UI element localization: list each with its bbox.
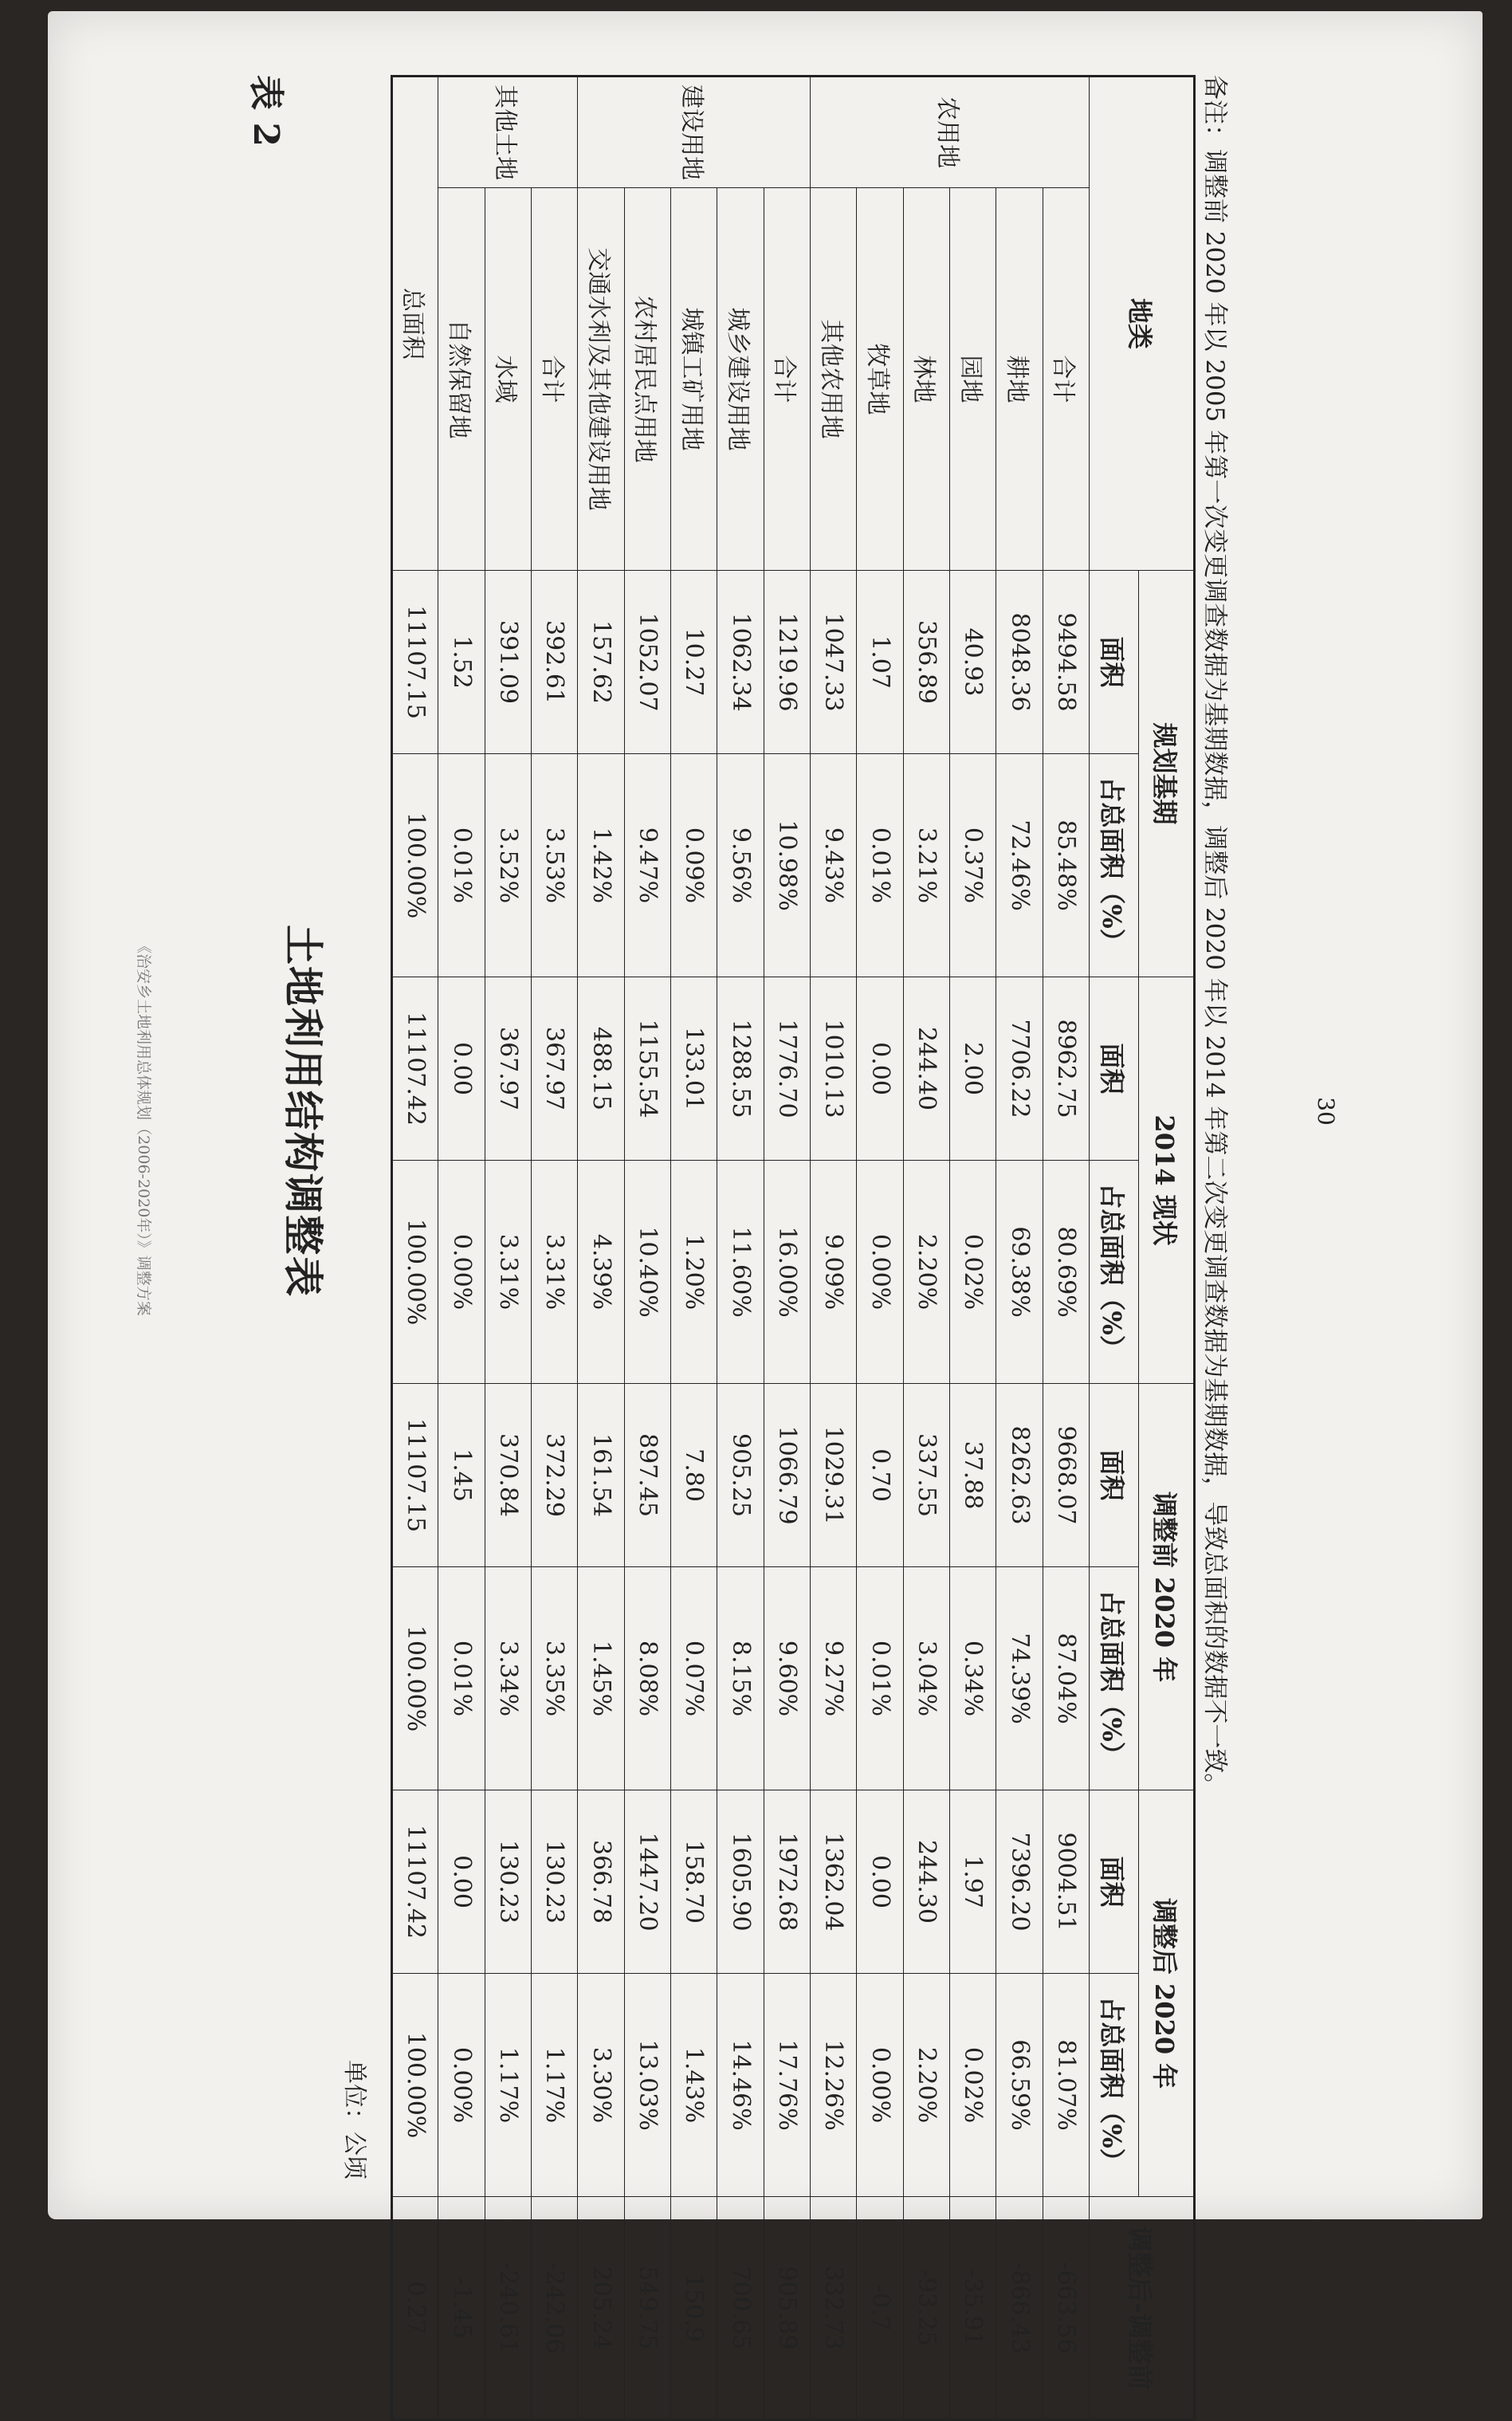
- table-cell: 0.70: [857, 1384, 903, 1567]
- table-cell: 0.02%: [950, 1974, 996, 2197]
- table-cell: 905.89: [764, 2197, 810, 2420]
- table-body: [392, 77, 1090, 2420]
- table-cell: 488.15: [578, 977, 624, 1161]
- table-cell: 1447.20: [624, 1790, 670, 1974]
- table-cell: 12.26%: [811, 1974, 857, 2197]
- table-row: [671, 77, 717, 2420]
- table-cell: 10.40%: [624, 1161, 670, 1384]
- row-label: 自然保留地: [438, 188, 485, 571]
- table-row: [717, 77, 764, 2420]
- table-cell: 9668.07: [1043, 1384, 1089, 1567]
- table-cell: 337.55: [903, 1384, 949, 1567]
- row-label: 合计: [1043, 188, 1089, 571]
- table-cell: 0.09%: [671, 754, 717, 977]
- table-cell: 85.48%: [1043, 754, 1089, 977]
- table-cell: 0.00: [438, 1790, 485, 1974]
- table-cell: 150.9: [671, 2197, 717, 2420]
- table-cell: 11.60%: [717, 1161, 764, 1384]
- table-cell: 161.54: [578, 1384, 624, 1567]
- table-cell: 2.20%: [903, 1161, 949, 1384]
- table-cell: 3.34%: [485, 1567, 531, 1790]
- table-row: [392, 77, 438, 2420]
- table-cell: 130.23: [485, 1790, 531, 1974]
- table-cell: 8262.63: [996, 1384, 1043, 1567]
- table-cell: 1.17%: [532, 1974, 578, 2197]
- table-cell: 700.65: [717, 2197, 764, 2420]
- header-share: 占总面积（%）: [1090, 1567, 1139, 1790]
- table-cell: 1.45: [438, 1384, 485, 1567]
- table-cell: 1219.96: [764, 571, 810, 754]
- table-cell: 37.88: [950, 1384, 996, 1567]
- table-cell: 0.00%: [857, 1974, 903, 2197]
- table-cell: 1.07: [857, 571, 903, 754]
- table-cell: 0.27: [392, 2197, 438, 2420]
- table-cell: 367.97: [532, 977, 578, 1161]
- table-cell: 9.56%: [717, 754, 764, 977]
- table-cell: 0.00%: [438, 1161, 485, 1384]
- table-cell: 74.39%: [996, 1567, 1043, 1790]
- table-cell: 367.97: [485, 977, 531, 1161]
- table-cell: 0.34%: [950, 1567, 996, 1790]
- table-cell: 133.01: [671, 977, 717, 1161]
- table-cell: 244.30: [903, 1790, 949, 1974]
- table-cell: 332.73: [811, 2197, 857, 2420]
- table-cell: 1047.33: [811, 571, 857, 754]
- running-header: 《治安乡土地利用总体规划（2006-2020年）》调整方案: [135, 938, 152, 1316]
- table-cell: 13.03%: [624, 1974, 670, 2197]
- header-area: 面积: [1090, 1790, 1139, 1974]
- table-row: [950, 77, 996, 2420]
- table-cell: 372.29: [532, 1384, 578, 1567]
- table-cell: -1.45: [438, 2197, 485, 2420]
- table-cell: 1.43%: [671, 1974, 717, 2197]
- table-cell: 9004.51: [1043, 1790, 1089, 1974]
- table-cell: 366.78: [578, 1790, 624, 1974]
- row-group-label: 农用地: [811, 77, 1090, 188]
- header-2020-before: 调整前 2020 年: [1139, 1384, 1195, 1790]
- table-cell: 0.02%: [950, 1161, 996, 1384]
- table-cell: 3.53%: [532, 754, 578, 977]
- table-row: [438, 77, 485, 2420]
- table-cell: -242.06: [532, 2197, 578, 2420]
- table-cell: 100.00%: [392, 1974, 438, 2197]
- table-cell: 1605.90: [717, 1790, 764, 1974]
- table-cell: 1029.31: [811, 1384, 857, 1567]
- table-cell: 1010.13: [811, 977, 857, 1161]
- table-cell: 1776.70: [764, 977, 810, 1161]
- table-label: 表 2: [245, 75, 286, 147]
- table-cell: 1.45%: [578, 1567, 624, 1790]
- table-cell: 80.69%: [1043, 1161, 1089, 1384]
- header-share: 占总面积（%）: [1090, 1161, 1139, 1384]
- table-cell: 7396.20: [996, 1790, 1043, 1974]
- table-cell: 3.30%: [578, 1974, 624, 2197]
- row-label: 总面积: [392, 77, 438, 571]
- table-cell: 3.31%: [485, 1161, 531, 1384]
- table-row: [485, 77, 531, 2420]
- table-cell: 0.00: [857, 1790, 903, 1974]
- table-cell: 10.27: [671, 571, 717, 754]
- table-cell: 9.27%: [811, 1567, 857, 1790]
- table-row: [1043, 77, 1089, 2420]
- header-2020-after: 调整后 2020 年: [1139, 1790, 1195, 2197]
- table-cell: 1.52: [438, 571, 485, 754]
- table-row: [903, 77, 949, 2420]
- table-cell: -0.7: [857, 2197, 903, 2420]
- table-cell: 1972.68: [764, 1790, 810, 1974]
- table-cell: 549.75: [624, 2197, 670, 2420]
- table-cell: 157.62: [578, 571, 624, 754]
- table-cell: 370.84: [485, 1384, 531, 1567]
- table-cell: 1052.07: [624, 571, 670, 754]
- table-row: [764, 77, 810, 2420]
- header-share: 占总面积（%）: [1090, 1974, 1139, 2197]
- table-cell: 1155.54: [624, 977, 670, 1161]
- table-cell: 87.04%: [1043, 1567, 1089, 1790]
- table-cell: 392.61: [532, 571, 578, 754]
- header-2014-status: 2014 现状: [1139, 977, 1195, 1384]
- header-share: 占总面积（%）: [1090, 754, 1139, 977]
- table-cell: 356.89: [903, 571, 949, 754]
- table-row: [996, 77, 1043, 2420]
- table-cell: 3.52%: [485, 754, 531, 977]
- row-label: 水域: [485, 188, 531, 571]
- table-cell: 1362.04: [811, 1790, 857, 1974]
- table-cell: 0.00%: [438, 1974, 485, 2197]
- table-cell: 9.47%: [624, 754, 670, 977]
- table-cell: -93.25: [903, 2197, 949, 2420]
- table-cell: 9494.58: [1043, 571, 1089, 754]
- row-label: 耕地: [996, 188, 1043, 571]
- table-row: [857, 77, 903, 2420]
- document-page: [48, 11, 1483, 2390]
- table-row: [811, 77, 857, 2420]
- row-label: 农村居民点用地: [624, 188, 670, 571]
- table-cell: 8962.75: [1043, 977, 1089, 1161]
- table-cell: 17.76%: [764, 1974, 810, 2197]
- table-cell: 4.39%: [578, 1161, 624, 1384]
- table-cell: 100.00%: [392, 1161, 438, 1384]
- table-cell: -663.56: [1043, 2197, 1089, 2420]
- row-label: 牧草地: [857, 188, 903, 571]
- table-cell: 10.98%: [764, 754, 810, 977]
- header-area: 面积: [1090, 1384, 1139, 1567]
- table-cell: 100.00%: [392, 754, 438, 977]
- header-category: 地类: [1090, 77, 1195, 571]
- header-area: 面积: [1090, 571, 1139, 754]
- table-cell: 3.31%: [532, 1161, 578, 1384]
- row-label: 园地: [950, 188, 996, 571]
- table-cell: 72.46%: [996, 754, 1043, 977]
- table-cell: 244.40: [903, 977, 949, 1161]
- table-cell: 1288.55: [717, 977, 764, 1161]
- table-cell: 66.59%: [996, 1974, 1043, 2197]
- table-cell: 11107.42: [392, 977, 438, 1161]
- table-cell: 8.15%: [717, 1567, 764, 1790]
- table-cell: 0.01%: [438, 754, 485, 977]
- page-number: 30: [1313, 1097, 1339, 1126]
- table-cell: 897.45: [624, 1384, 670, 1567]
- table-cell: 0.07%: [671, 1567, 717, 1790]
- row-label: 城镇工矿用地: [671, 188, 717, 571]
- table-cell: 11107.15: [392, 1384, 438, 1567]
- table-cell: 0.00: [857, 977, 903, 1161]
- table-cell: 2.20%: [903, 1974, 949, 2197]
- table-cell: 8.08%: [624, 1567, 670, 1790]
- table-row: [578, 77, 624, 2420]
- table-cell: 8048.36: [996, 571, 1043, 754]
- table-cell: -866.43: [996, 2197, 1043, 2420]
- table-cell: 14.46%: [717, 1974, 764, 2197]
- header-base-period: 规划基期: [1139, 571, 1195, 977]
- table-cell: 3.04%: [903, 1567, 949, 1790]
- table-cell: 905.25: [717, 1384, 764, 1567]
- header-area: 面积: [1090, 977, 1139, 1161]
- footnote: 备注：调整前 2020 年以 2005 年第一次变更调查数据为基期数据，调整后 2020 年以 2014 年第二次变更调查数据为基期数据，导致总面积的数据不一致。: [1200, 75, 1229, 1798]
- table-cell: 1.97: [950, 1790, 996, 1974]
- table-cell: 0.37%: [950, 754, 996, 977]
- table-cell: 16.00%: [764, 1161, 810, 1384]
- rotated-page-content: [104, 59, 1506, 2390]
- row-group-label: 建设用地: [578, 77, 811, 188]
- row-group-label: 其他土地: [438, 77, 578, 188]
- table-cell: 1062.34: [717, 571, 764, 754]
- table-cell: 9.60%: [764, 1567, 810, 1790]
- table-cell: 2.00: [950, 977, 996, 1161]
- table-cell: 1.20%: [671, 1161, 717, 1384]
- table-cell: 9.09%: [811, 1161, 857, 1384]
- table-cell: 7706.22: [996, 977, 1043, 1161]
- header-difference: 调整后-调整前: [1090, 2197, 1195, 2420]
- table-cell: 0.01%: [857, 1567, 903, 1790]
- row-label: 林地: [903, 188, 949, 571]
- table-cell: 0.01%: [438, 1567, 485, 1790]
- unit-label: 单位：公顷: [340, 2060, 368, 2179]
- table-cell: 3.21%: [903, 754, 949, 977]
- land-use-table: [391, 75, 1196, 2421]
- table-cell: 81.07%: [1043, 1974, 1089, 2197]
- table-cell: 1.42%: [578, 754, 624, 977]
- table-cell: -240.61: [485, 2197, 531, 2420]
- table-cell: 1.17%: [485, 1974, 531, 2197]
- table-cell: 0.01%: [857, 754, 903, 977]
- table-cell: 7.80: [671, 1384, 717, 1567]
- table-cell: 69.38%: [996, 1161, 1043, 1384]
- row-label: 合计: [532, 188, 578, 571]
- table-cell: 40.93: [950, 571, 996, 754]
- table-cell: 0.00%: [857, 1161, 903, 1384]
- row-label: 城乡建设用地: [717, 188, 764, 571]
- table-cell: 11107.42: [392, 1790, 438, 1974]
- row-label: 合计: [764, 188, 810, 571]
- row-label: 交通水利及其他建设用地: [578, 188, 624, 571]
- table-cell: 0.00: [438, 977, 485, 1161]
- table-row: [624, 77, 670, 2420]
- table-row: [532, 77, 578, 2420]
- table-cell: 391.09: [485, 571, 531, 754]
- table-cell: 9.43%: [811, 754, 857, 977]
- table-cell: 130.23: [532, 1790, 578, 1974]
- table-title: 土地利用结构调整表: [280, 925, 327, 1298]
- table-cell: 158.70: [671, 1790, 717, 1974]
- table-cell: 205.24: [578, 2197, 624, 2420]
- table-cell: 1066.79: [764, 1384, 810, 1567]
- table-cell: 11107.15: [392, 571, 438, 754]
- table-cell: 3.35%: [532, 1567, 578, 1790]
- table-cell: 100.00%: [392, 1567, 438, 1790]
- row-label: 其他农用地: [811, 188, 857, 571]
- table-cell: -35.91: [950, 2197, 996, 2420]
